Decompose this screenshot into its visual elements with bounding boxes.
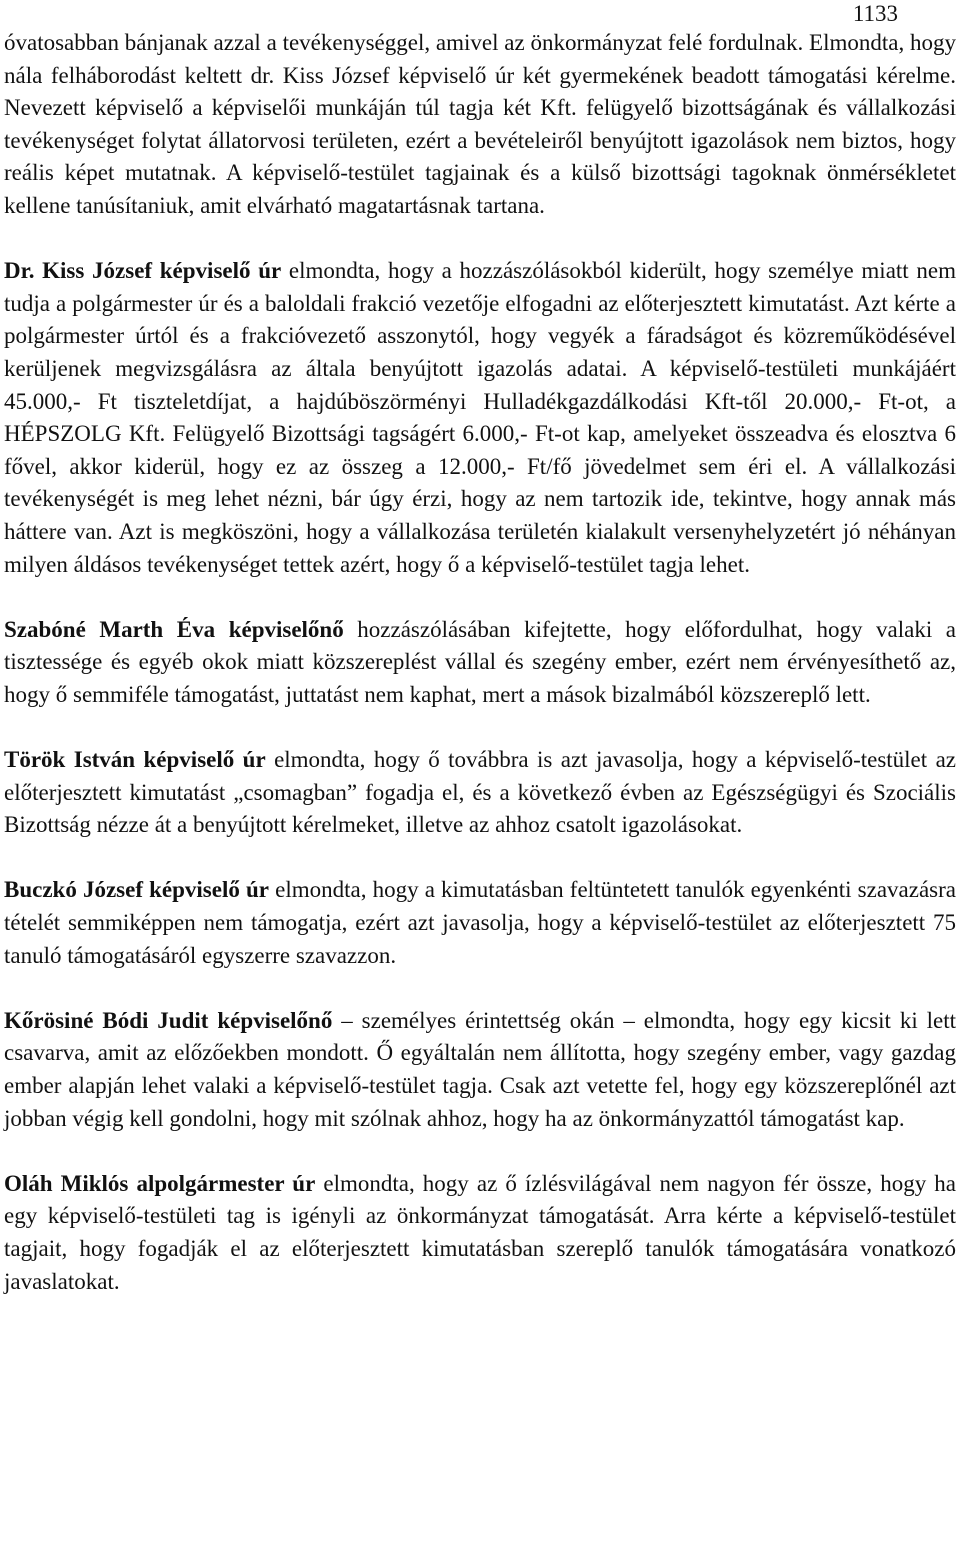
paragraph-text: elmondta, hogy a hozzászólásokból kiderült, hogy személye miatt nem tudja a polgármester úr és a baloldali frakció vezetője elfogadni az előterjesztett kimutatást. Azt kérte a polgármester úrtól és a frakcióvezető asszonytól, hogy vegyék a fáradságot és közreműködésével kerüljenek megvizsgálásra az általa benyújtott igazolás adatai. A képviselő-testületi munkájáért 45.000,- Ft tiszteletdíjat, a hajdúböszörményi Hulladékgazdálkodási Kft-től 20.000,- Ft-ot, a HÉPSZOLG Kft. Felügyelő Bizottsági tagságért 6.000,- Ft-ot kap, amelyeket összeadva és elosztva 6 fővel, akkor kiderül, hogy ez az összeg a 12.000,- Ft/fő jövedelmet sem éri el. A vállalkozási tevékenységét is meg lehet nézni, bár úgy érzi, hogy az nem tartozik ide, tekintve, hogy annak más háttere van. Azt is megköszöni, hogy a vállalkozása területén kialakult versenyhelyzetért jó néhányan milyen áldásos tevékenységet tettek azért, hogy ő a képviselő-testület tagja lehet. bbox=[4, 258, 956, 577]
page-number: 1133 bbox=[852, 1, 898, 26]
speaker-name: Kőrösiné Bódi Judit képviselőnő bbox=[4, 1007, 333, 1033]
paragraph-text: elmondta, hogy ő továbbra is azt javasolja, hogy a képviselő-testület az előterjesztett kimutatást „csomagban” fogadja el, és a következő évben az Egészségügyi és Szociális Bizottság nézze át a benyújtott kérelmeket, illetve az ahhoz csatolt igazolásokat. bbox=[4, 747, 956, 838]
paragraph-text: óvatosabban bánjanak azzal a tevékenységgel, amivel az önkormányzat felé fordulnak. Elmondta, hogy nála felháborodást keltett dr. Kiss József képviselő úr két gyermekének beadott támogatási kérelme. Nevezett képviselő a képviselői munkáján túl tagja két Kft. felügyelő bizottságának és vállalkozási tevékenységet folytat állatorvosi területen, ezért a bevételeiről benyújtott igazolások nem biztos, hogy reális képet mutatnak. A képviselő-testület tagjainak és a külső bizottsági tagoknak önmérsékletet kellene tanúsítaniuk, amit elvárható magatartásnak tartana. bbox=[4, 30, 956, 218]
speaker-name: Oláh Miklós alpolgármester úr bbox=[4, 1170, 316, 1196]
speaker-name: Török István képviselő úr bbox=[4, 747, 266, 773]
speaker-name: Dr. Kiss József képviselő úr bbox=[4, 258, 282, 284]
paragraph-olah bbox=[4, 1168, 956, 1298]
paragraph-torok bbox=[4, 744, 956, 842]
paragraph-buczko bbox=[4, 874, 956, 972]
speaker-name: Buczkó József képviselő úr bbox=[4, 877, 269, 903]
paragraph-szabone bbox=[4, 614, 956, 712]
paragraph-text: elmondta, hogy a kimutatásban feltüntetett tanulók egyenkénti szavazásra tételét semmiképpen nem támogatja, ezért azt javasolja, hogy a képviselő-testület az előterjesztett 75 tanuló támogatásáról egyszerre szavazzon. bbox=[4, 877, 956, 968]
paragraph-korosine bbox=[4, 1005, 956, 1135]
paragraph-text: hozzászólásában kifejtette, hogy előfordulhat, hogy valaki a tisztessége és egyéb okok miatt közszereplést vállal és szegény ember, ezért nem érvényesíthető az, hogy ő semmiféle támogatást, juttatást nem kaphat, mert a mások bizalmából közszereplő lett. bbox=[4, 616, 956, 707]
paragraph-kiss bbox=[4, 255, 956, 581]
paragraph-text: – személyes érintettség okán – elmondta, hogy egy kicsit ki lett csavarva, amit az előzőekben mondott. Ő egyáltalán nem állította, hogy szegény ember, vagy gazdag ember alapján lehet valaki a képviselő-testület tagja. Csak azt vetette fel, hogy egy közszereplőnél azt jobban végig kell gondolni, hogy mit szólnak ahhoz, hogy ha az önkormányzattól támogatást kap. bbox=[4, 1007, 956, 1131]
paragraph-intro bbox=[4, 27, 956, 223]
paragraph-text: elmondta, hogy az ő ízlésvilágával nem nagyon fér össze, hogy ha egy képviselő-testületi tag is igényli az önkormányzat támogatását. Arra kérte a képviselő-testület tagjait, hogy fogadják el az előterjesztett kimutatásban szereplő tanulók támogatására vonatkozó javaslatokat. bbox=[4, 1170, 957, 1294]
speaker-name: Szabóné Marth Éva képviselőnő bbox=[4, 616, 344, 642]
